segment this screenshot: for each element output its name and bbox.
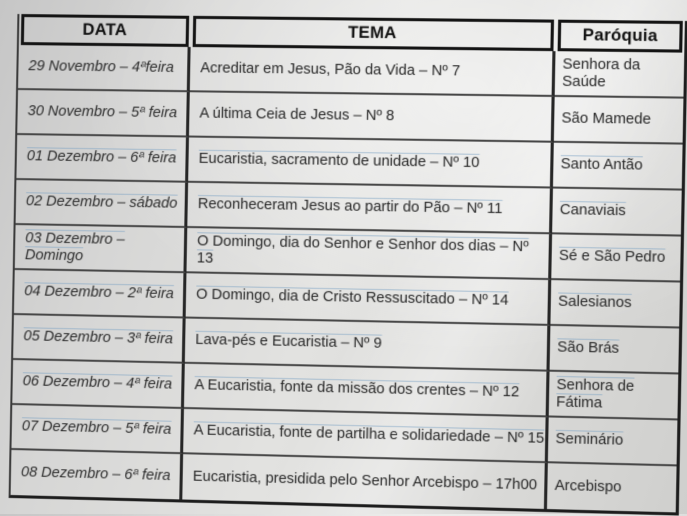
paroquia-cell: [553, 143, 683, 191]
paroquia-cell: [550, 326, 680, 375]
column-header-paroquia: Paróquia: [558, 20, 683, 53]
paroquia-text: Sé e São Pedro: [558, 248, 666, 267]
header-cell-paroquia: [556, 20, 685, 53]
tema-text: Lava-pés e Eucaristia – Nº 9: [195, 332, 382, 353]
paroquia-cell: [551, 234, 681, 282]
paroquia-cell: [550, 280, 680, 328]
date-cell: [16, 180, 189, 228]
tema-cell: [186, 273, 552, 326]
date-cell: [18, 45, 191, 92]
paroquia-cell: [549, 372, 679, 421]
paroquia-text: Senhora de Fátima: [556, 377, 635, 412]
paroquia-cell: [547, 463, 677, 512]
date-cell: [14, 270, 187, 318]
paroquia-text: Arcebispo: [554, 478, 622, 497]
date-text: 08 Dezembro – 6ª feira: [20, 464, 171, 485]
date-text: 30 Novembro – 5ª feira: [27, 103, 178, 122]
date-text: 04 Dezembro – 2ª feira: [24, 283, 174, 303]
column-header-data: DATA: [21, 14, 189, 47]
date-cell: [12, 360, 185, 409]
tema-text: O Domingo, dia do Senhor e Senhor dos dias – Nº 13: [196, 233, 529, 267]
tema-cell: [187, 183, 553, 235]
date-cell: [16, 135, 189, 183]
tema-cell: [182, 454, 548, 509]
paroquia-text: Seminário: [555, 431, 624, 450]
tema-cell: [190, 47, 556, 97]
header-cell-data: [19, 14, 191, 47]
tema-text: A última Ceia de Jesus – Nº 8: [199, 105, 395, 125]
tema-text: A Eucaristia, fonte de partilha e solidariedade – Nº 15: [193, 422, 545, 448]
tema-text: Acreditar em Jesus, Pão da Vida – Nº 7: [200, 60, 461, 80]
tema-text: A Eucaristia, fonte da missão dos crentes – Nº 12: [194, 377, 520, 401]
paroquia-cell: [554, 97, 684, 145]
paroquia-text: Canaviais: [559, 202, 626, 220]
date-text: 06 Dezembro – 4ª feira: [22, 373, 173, 394]
tema-text: Eucaristia, sacramento de unidade – Nº 10: [198, 151, 480, 172]
paroquia-text: Senhora da Saúde: [562, 56, 641, 90]
tema-text: O Domingo, dia de Cristo Ressuscitado – Nº 14: [196, 286, 509, 310]
tema-cell: [189, 92, 555, 143]
date-text: 07 Dezembro – 5ª feira: [21, 418, 172, 439]
date-cell: [13, 315, 186, 364]
tema-cell: [185, 319, 551, 372]
tema-cell: [188, 138, 554, 189]
paroquia-text: Santo Antão: [560, 156, 643, 175]
date-cell: [17, 90, 190, 137]
header-cell-tema: [191, 16, 556, 51]
paroquia-cell: [548, 417, 678, 466]
date-cell: [11, 450, 184, 499]
paroquia-cell: [555, 51, 685, 98]
date-text: 03 Dezembro – Domingo: [24, 230, 125, 264]
schedule-table: [9, 14, 687, 516]
tema-text: Eucaristia, presidida pelo Senhor Arcebispo – 17h00: [192, 468, 538, 494]
date-text: 29 Novembro – 4ªfeira: [28, 58, 175, 77]
date-text: 01 Dezembro – 6ª feira: [26, 148, 177, 167]
paroquia-text: São Brás: [557, 339, 620, 358]
paroquia-text: São Mamede: [561, 110, 652, 129]
date-cell: [11, 405, 184, 454]
date-text: 05 Dezembro – 3ª feira: [23, 328, 174, 348]
date-text: 02 Dezembro – sábado: [25, 193, 178, 213]
paroquia-text: Salesianos: [557, 293, 632, 312]
paroquia-cell: [552, 189, 682, 237]
tema-text: Reconheceram Jesus ao partir do Pão – Nº 11: [197, 196, 503, 218]
date-cell: [15, 225, 188, 273]
column-header-tema: TEMA: [193, 16, 554, 51]
tema-cell: [186, 228, 552, 280]
